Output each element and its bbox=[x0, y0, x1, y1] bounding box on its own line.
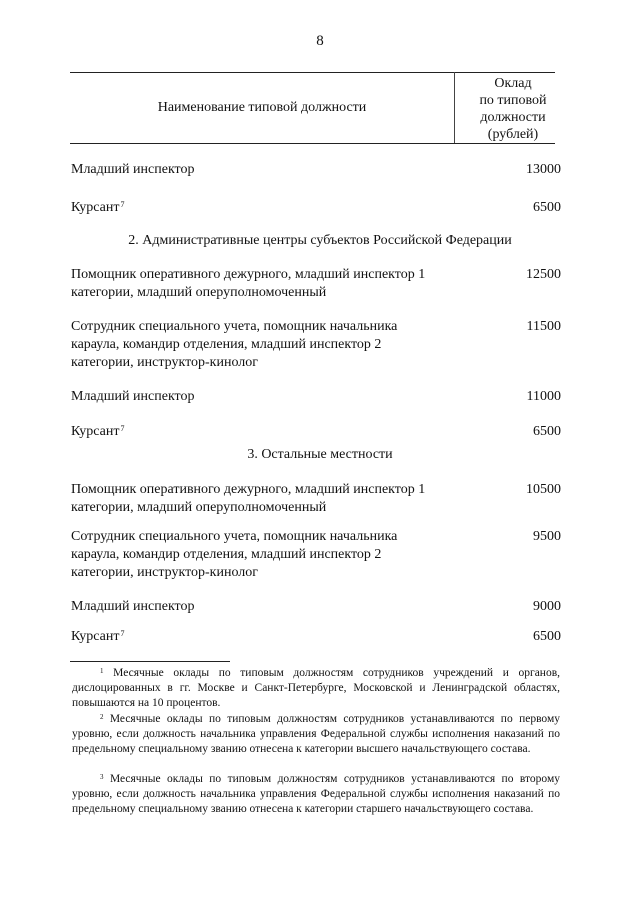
header-salary-line: должности bbox=[480, 110, 546, 125]
footnote bbox=[72, 712, 560, 757]
footnote-text: Месячные оклады по типовым должностям сотрудников учреждений и органов, дислоцированных в гг. Москве и Санкт-Петербурге, Московской и Ленинградской областях, повышаются на 10 процентов. bbox=[72, 667, 561, 709]
position-name bbox=[71, 423, 441, 441]
footnote bbox=[72, 772, 560, 817]
table-header-rule bbox=[70, 143, 555, 144]
position-name: Младший инспектор bbox=[71, 599, 195, 614]
salary-value: 6500 bbox=[533, 200, 561, 215]
header-salary bbox=[458, 75, 568, 143]
footnote-text: Месячные оклады по типовым должностям сотрудников устанавливаются по второму уровню, если должность начальника управления Федеральной службы исполнения наказаний по предельному специальному званию отнесена к категории старшего начальствующего состава. bbox=[72, 773, 560, 815]
salary-value: 9000 bbox=[533, 599, 561, 614]
position-name bbox=[71, 628, 441, 646]
table-top-rule bbox=[70, 72, 555, 73]
page-number: 8 bbox=[316, 33, 324, 49]
position-name: Сотрудник специального учета, помощник начальника караула, командир отделения, младший инспектор 2 категории, инструктор-кинолог bbox=[71, 319, 398, 370]
footnote-text: Месячные оклады по типовым должностям сотрудников устанавливаются по первому уровню, если должность начальника управления Федеральной службы исполнения наказаний по предельному специальному званию отнесена к категории высшего начальствующего состава. bbox=[72, 713, 560, 755]
footnote-mark: 2 bbox=[100, 713, 104, 721]
position-name bbox=[71, 199, 441, 217]
table-column-divider bbox=[454, 72, 455, 143]
position-name-text: Курсант bbox=[71, 424, 120, 439]
footnote-mark: 1 bbox=[100, 667, 104, 675]
position-name: Сотрудник специального учета, помощник начальника караула, командир отделения, младший инспектор 2 категории, инструктор-кинолог bbox=[71, 529, 398, 580]
salary-value: 12500 bbox=[526, 267, 561, 282]
section-heading: 2. Административные центры субъектов Российской Федерации bbox=[128, 233, 512, 248]
salary-value: 13000 bbox=[526, 162, 561, 177]
header-salary-line: (рублей) bbox=[487, 127, 539, 142]
position-name: Младший инспектор bbox=[71, 162, 195, 177]
footnote-mark: 3 bbox=[100, 773, 104, 781]
header-salary-line: Оклад bbox=[494, 76, 532, 91]
position-name: Помощник оперативного дежурного, младший инспектор 1 категории, младший оперуполномоченный bbox=[71, 267, 426, 300]
footnote-ref: 7 bbox=[120, 200, 125, 209]
position-name: Помощник оперативного дежурного, младший инспектор 1 категории, младший оперуполномоченный bbox=[71, 482, 426, 515]
salary-value: 6500 bbox=[533, 424, 561, 439]
footnote-separator bbox=[70, 661, 230, 662]
salary-value: 11500 bbox=[526, 319, 561, 334]
footnote-ref: 7 bbox=[120, 629, 125, 638]
section-heading: 3. Остальные местности bbox=[247, 447, 393, 462]
salary-value: 6500 bbox=[533, 629, 561, 644]
header-position-name: Наименование типовой должности bbox=[157, 100, 367, 115]
footnote bbox=[72, 666, 560, 711]
position-name: Младший инспектор bbox=[71, 389, 195, 404]
header-salary-line: по типовой bbox=[479, 93, 547, 108]
footnote-ref: 7 bbox=[120, 424, 125, 433]
salary-value: 11000 bbox=[526, 389, 561, 404]
position-name-text: Курсант bbox=[71, 200, 120, 215]
salary-value: 9500 bbox=[533, 529, 561, 544]
position-name-text: Курсант bbox=[71, 629, 120, 644]
salary-value: 10500 bbox=[526, 482, 561, 497]
